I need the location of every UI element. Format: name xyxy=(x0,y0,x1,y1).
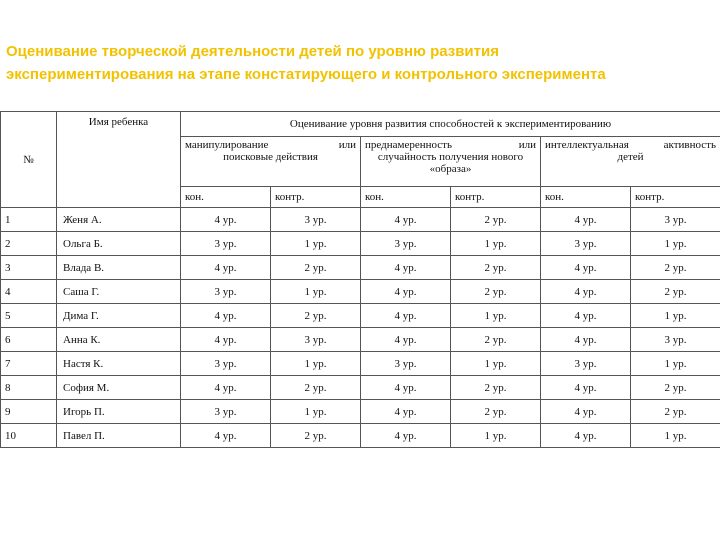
level-value: 4 ур. xyxy=(361,400,451,424)
level-value: 4 ур. xyxy=(181,256,271,280)
level-value: 3 ур. xyxy=(181,352,271,376)
criterion-label: или xyxy=(518,139,536,151)
level-value: 2 ур. xyxy=(451,280,541,304)
row-number: 10 xyxy=(1,424,57,448)
level-value: 2 ур. xyxy=(451,256,541,280)
period-header: контр. xyxy=(271,187,361,208)
level-value: 2 ур. xyxy=(271,424,361,448)
row-number: 9 xyxy=(1,400,57,424)
table-row xyxy=(1,424,720,448)
table-row xyxy=(1,256,720,280)
level-value: 1 ур. xyxy=(271,352,361,376)
child-name: Дима Г. xyxy=(57,304,181,328)
level-value: 4 ур. xyxy=(541,424,631,448)
header-row-main xyxy=(1,112,720,137)
number-header: № xyxy=(1,112,57,208)
level-value: 3 ур. xyxy=(181,232,271,256)
level-value: 1 ур. xyxy=(631,424,720,448)
page-title xyxy=(6,40,716,86)
criterion-label: случайность получения нового «образа» xyxy=(377,151,524,175)
criterion-manipulation xyxy=(181,137,361,187)
row-number: 3 xyxy=(1,256,57,280)
table-row xyxy=(1,208,720,232)
criterion-intellectual-activity xyxy=(541,137,720,187)
level-value: 1 ур. xyxy=(271,400,361,424)
level-value: 4 ур. xyxy=(181,328,271,352)
child-name: София М. xyxy=(57,376,181,400)
criterion-label: активность xyxy=(663,139,716,151)
level-value: 4 ур. xyxy=(541,280,631,304)
row-number: 5 xyxy=(1,304,57,328)
level-value: 4 ур. xyxy=(361,328,451,352)
level-value: 1 ур. xyxy=(271,232,361,256)
child-name: Павел П. xyxy=(57,424,181,448)
level-value: 4 ур. xyxy=(541,328,631,352)
child-name: Влада В. xyxy=(57,256,181,280)
level-value: 2 ур. xyxy=(631,376,720,400)
level-value: 2 ур. xyxy=(631,400,720,424)
level-value: 3 ур. xyxy=(541,232,631,256)
level-value: 1 ур. xyxy=(271,280,361,304)
name-header: Имя ребенка xyxy=(57,112,181,208)
period-header: кон. xyxy=(361,187,451,208)
row-number: 8 xyxy=(1,376,57,400)
level-value: 4 ур. xyxy=(181,304,271,328)
criterion-intentionality xyxy=(361,137,541,187)
table-row xyxy=(1,280,720,304)
level-value: 4 ур. xyxy=(181,424,271,448)
child-name: Женя А. xyxy=(57,208,181,232)
assessment-table xyxy=(0,111,720,448)
table-row xyxy=(1,400,720,424)
level-value: 1 ур. xyxy=(631,232,720,256)
level-value: 4 ур. xyxy=(541,256,631,280)
level-value: 4 ур. xyxy=(541,208,631,232)
main-header: Оценивание уровня развития способностей к экспериментированию xyxy=(181,112,720,137)
title-line-1: Оценивание творческой деятельности детей по уровню развития xyxy=(6,43,499,60)
level-value: 2 ур. xyxy=(451,376,541,400)
level-value: 1 ур. xyxy=(631,304,720,328)
row-number: 6 xyxy=(1,328,57,352)
child-name: Анна К. xyxy=(57,328,181,352)
level-value: 4 ур. xyxy=(181,208,271,232)
level-value: 1 ур. xyxy=(451,424,541,448)
child-name: Ольга Б. xyxy=(57,232,181,256)
level-value: 3 ур. xyxy=(361,232,451,256)
level-value: 4 ур. xyxy=(361,280,451,304)
period-header: контр. xyxy=(631,187,720,208)
level-value: 3 ур. xyxy=(361,352,451,376)
level-value: 2 ур. xyxy=(631,256,720,280)
level-value: 4 ур. xyxy=(361,208,451,232)
level-value: 3 ур. xyxy=(181,280,271,304)
level-value: 2 ур. xyxy=(631,280,720,304)
level-value: 2 ур. xyxy=(451,400,541,424)
level-value: 4 ур. xyxy=(541,400,631,424)
table-row xyxy=(1,232,720,256)
criterion-label: или xyxy=(338,139,356,151)
criterion-label: преднамеренность xyxy=(365,139,452,151)
table-row xyxy=(1,376,720,400)
child-name: Настя К. xyxy=(57,352,181,376)
level-value: 4 ур. xyxy=(361,376,451,400)
criterion-label: детей xyxy=(617,151,644,163)
level-value: 4 ур. xyxy=(361,256,451,280)
criterion-label: поисковые действия xyxy=(223,151,318,163)
level-value: 1 ур. xyxy=(451,232,541,256)
level-value: 2 ур. xyxy=(451,328,541,352)
child-name: Игорь П. xyxy=(57,400,181,424)
level-value: 4 ур. xyxy=(181,376,271,400)
row-number: 7 xyxy=(1,352,57,376)
level-value: 3 ур. xyxy=(181,400,271,424)
level-value: 3 ур. xyxy=(271,328,361,352)
level-value: 3 ур. xyxy=(631,208,720,232)
level-value: 1 ур. xyxy=(451,304,541,328)
level-value: 4 ур. xyxy=(361,424,451,448)
level-value: 4 ур. xyxy=(361,304,451,328)
period-header: кон. xyxy=(541,187,631,208)
table-row xyxy=(1,352,720,376)
table-row xyxy=(1,304,720,328)
period-header: контр. xyxy=(451,187,541,208)
row-number: 1 xyxy=(1,208,57,232)
level-value: 1 ур. xyxy=(631,352,720,376)
row-number: 4 xyxy=(1,280,57,304)
level-value: 2 ур. xyxy=(451,208,541,232)
level-value: 2 ур. xyxy=(271,376,361,400)
level-value: 1 ур. xyxy=(451,352,541,376)
criterion-label: интеллектуальная xyxy=(545,139,629,151)
level-value: 2 ур. xyxy=(271,256,361,280)
level-value: 4 ур. xyxy=(541,304,631,328)
level-value: 2 ур. xyxy=(271,304,361,328)
row-number: 2 xyxy=(1,232,57,256)
level-value: 3 ур. xyxy=(541,352,631,376)
level-value: 3 ур. xyxy=(631,328,720,352)
title-line-2: экспериментирования на этапе констатирующего и контрольного эксперимента xyxy=(6,66,606,83)
criterion-label: манипулирование xyxy=(185,139,269,151)
level-value: 3 ур. xyxy=(271,208,361,232)
level-value: 4 ур. xyxy=(541,376,631,400)
period-header: кон. xyxy=(181,187,271,208)
child-name: Саша Г. xyxy=(57,280,181,304)
table-row xyxy=(1,328,720,352)
